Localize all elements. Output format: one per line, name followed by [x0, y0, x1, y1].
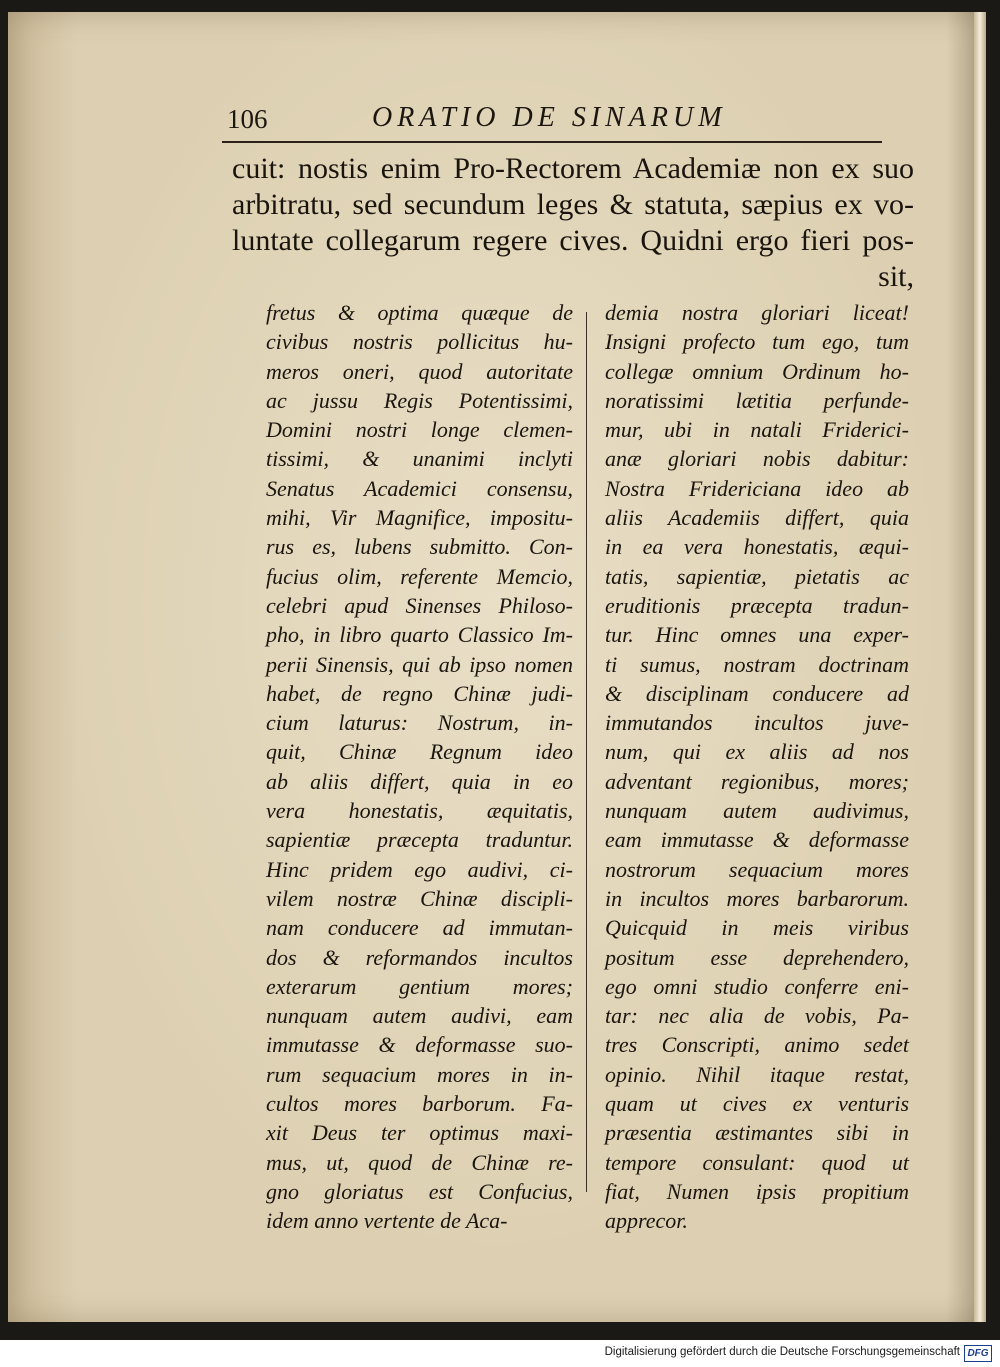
footnote-line: Hinc pridem ego audivi, ci-	[266, 856, 573, 882]
footnote-line: celebri apud Sinenses Philoso-	[266, 592, 573, 618]
footnote-line: fretus & optima quæque de	[266, 300, 573, 325]
footnote-column-left	[266, 298, 573, 1236]
footnote-line: & disciplinam conducere ad	[605, 680, 909, 706]
footnote-line: eruditionis præcepta tradun-	[605, 592, 909, 618]
header-rule	[222, 141, 882, 143]
footnote-line: habet, de regno Chinæ judi-	[266, 680, 573, 706]
footnote-line: idem anno vertente de Aca-	[266, 1208, 508, 1234]
footnote-line: aliis Academiis differt, quia	[605, 505, 909, 531]
footnote-line: nunquam autem audivi, eam	[266, 1003, 573, 1029]
footnote-line: mur, ubi in natali Friderici-	[605, 417, 909, 443]
main-text-line: cuit: nostis enim Pro-Rectorem Academiæ non ex suo	[232, 152, 914, 185]
footnote-line: mus, ut, quod de Chinæ re-	[266, 1149, 573, 1175]
running-title: ORATIO DE SINARUM	[372, 102, 727, 133]
main-text-line: luntate collegarum regere cives. Quidni ergo fieri pos-	[232, 224, 914, 257]
footnote-line: vilem nostræ Chinæ discipli-	[266, 885, 573, 911]
footnote-line: exterarum gentium mores;	[266, 973, 573, 999]
footnote-line: ti sumus, nostram doctrinam	[605, 651, 909, 677]
footnote-line: in ea vera honestatis, æqui-	[605, 534, 909, 560]
footnote-line: quit, Chinæ Regnum ideo	[266, 739, 573, 765]
footnote-line: in incultos mores barbarorum.	[605, 885, 909, 911]
footnote-line: tur. Hinc omnes una exper-	[605, 622, 909, 648]
footnote-line: noratissimi lætitia perfunde-	[605, 387, 909, 413]
footnote-line: tissimi, & unanimi inclyti	[266, 446, 573, 472]
footnote-line: positum esse deprehendero,	[605, 944, 909, 970]
footnote-line: tatis, sapientiæ, pietatis ac	[605, 563, 909, 589]
footnote-line: num, qui ex aliis ad nos	[605, 739, 909, 765]
footnote-line: adventant regionibus, mores;	[605, 768, 909, 794]
footnote-line: eam immutasse & deformasse	[605, 827, 909, 853]
footnote-line: xit Deus ter optimus maxi-	[266, 1120, 573, 1146]
dfg-logo: DFG	[964, 1345, 992, 1362]
footnote-line: Insigni profecto tum ego, tum	[605, 329, 909, 355]
footnote-line: perii Sinensis, qui ab ipso nomen	[266, 651, 573, 677]
footnote-line: civibus nostris pollicitus hu-	[266, 329, 573, 355]
footnote-line: quam ut cives ex venturis	[605, 1091, 909, 1117]
footnote-line: anæ gloriari nobis dabitur:	[605, 446, 909, 472]
footnote-line: Domini nostri longe clemen-	[266, 417, 573, 443]
footnote-line: Quicquid in meis viribus	[605, 915, 909, 941]
footnote-line: Senatus Academici consensu,	[266, 475, 573, 501]
main-text-line: arbitratu, sed secundum leges & statuta, sæpius ex vo-	[232, 188, 914, 221]
footnote-line: ego omni studio conferre eni-	[605, 973, 909, 999]
footnote-line: gno gloriatus est Confucius,	[266, 1178, 573, 1204]
footnote-line: pho, in libro quarto Classico Im-	[266, 622, 573, 648]
footnote-line: demia nostra gloriari liceat!	[605, 300, 909, 325]
footnote-line: tar: nec alia de vobis, Pa-	[605, 1003, 909, 1029]
footnote-line: rus es, lubens submitto. Con-	[266, 534, 573, 560]
footnote-line: cium laturus: Nostrum, in-	[266, 710, 573, 736]
footnote-line: tres Conscripti, animo sedet	[605, 1032, 909, 1058]
footnote-line: immutandos incultos juve-	[605, 710, 909, 736]
funding-credit: Digitalisierung gefördert durch die Deutsche Forschungsgemeinschaft	[604, 1346, 960, 1358]
footnote-line: apprecor.	[605, 1208, 688, 1234]
footnote-line: cultos mores barborum. Fa-	[266, 1091, 573, 1117]
footnote-line: rum sequacium mores in in-	[266, 1061, 573, 1087]
footnote-line: ab aliis differt, quia in eo	[266, 768, 573, 794]
footnote-line: vera honestatis, æquitatis,	[266, 798, 573, 824]
footnote-line: dos & reformandos incultos	[266, 944, 573, 970]
column-divider	[586, 312, 587, 1192]
footnote-line: meros oneri, quod autoritate	[266, 358, 573, 384]
main-text-line: sit,	[878, 260, 914, 293]
main-text-block	[232, 151, 914, 295]
page-header	[222, 96, 882, 144]
page-number: 106	[227, 104, 268, 134]
footnote-line: nunquam autem audivimus,	[605, 798, 909, 824]
footnote-line: sapientiæ præcepta traduntur.	[266, 827, 573, 853]
footnote-line: immutasse & deformasse suo-	[266, 1032, 573, 1058]
footnote-line: nostrorum sequacium mores	[605, 856, 909, 882]
footnote-line: mihi, Vir Magnifice, impositu-	[266, 505, 573, 531]
footnote-line: ac jussu Regis Potentissimi,	[266, 387, 573, 413]
digitization-footer	[0, 1340, 1000, 1367]
footnote-line: Nostra Fridericiana ideo ab	[605, 475, 909, 501]
footnote-line: nam conducere ad immutan-	[266, 915, 573, 941]
footnote-line: tempore consulant: quod ut	[605, 1149, 909, 1175]
footnote-line: opinio. Nihil itaque restat,	[605, 1061, 909, 1087]
footnote-line: collegæ omnium Ordinum ho-	[605, 358, 909, 384]
footnote-line: præsentia æstimantes sibi in	[605, 1120, 909, 1146]
footnote-column-right	[605, 298, 909, 1236]
footnote-line: fiat, Numen ipsis propitium	[605, 1178, 909, 1204]
page-edge	[974, 12, 986, 1322]
footnote-line: fucius olim, referente Memcio,	[266, 563, 573, 589]
